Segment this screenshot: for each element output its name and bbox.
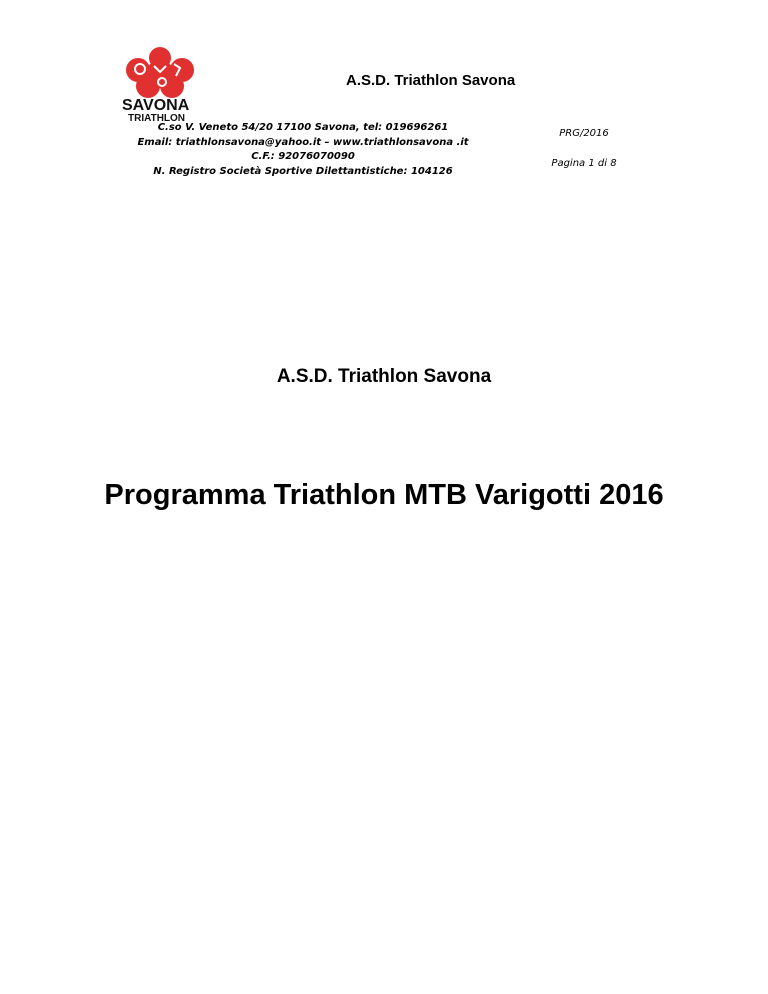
document-code: PRG/2016 [559,128,609,139]
address-line: C.so V. Veneto 54/20 17100 Savona, tel: 019696261 [157,122,449,133]
savona-triathlon-logo [118,44,202,124]
document-title: Programma Triathlon MTB Varigotti 2016 [104,479,664,511]
page-number: Pagina 1 di 8 [551,158,617,169]
email-line: Email: triathlonsavona@yahoo.it – www.triathlonsavona .it [137,136,469,148]
svg-text:SAVONA: SAVONA [122,97,190,114]
body-org-name: A.S.D. Triathlon Savona [276,366,492,387]
document-meta [530,123,638,169]
registry-line: N. Registro Società Sportive Dilettantistiche: 104126 [153,165,453,177]
svg-text:TRIATHLON: TRIATHLON [128,113,186,124]
tax-code-line: C.F.: 92076070090 [251,151,355,162]
contact-info [120,121,486,179]
header-org-name: A.S.D. Triathlon Savona [346,72,516,89]
